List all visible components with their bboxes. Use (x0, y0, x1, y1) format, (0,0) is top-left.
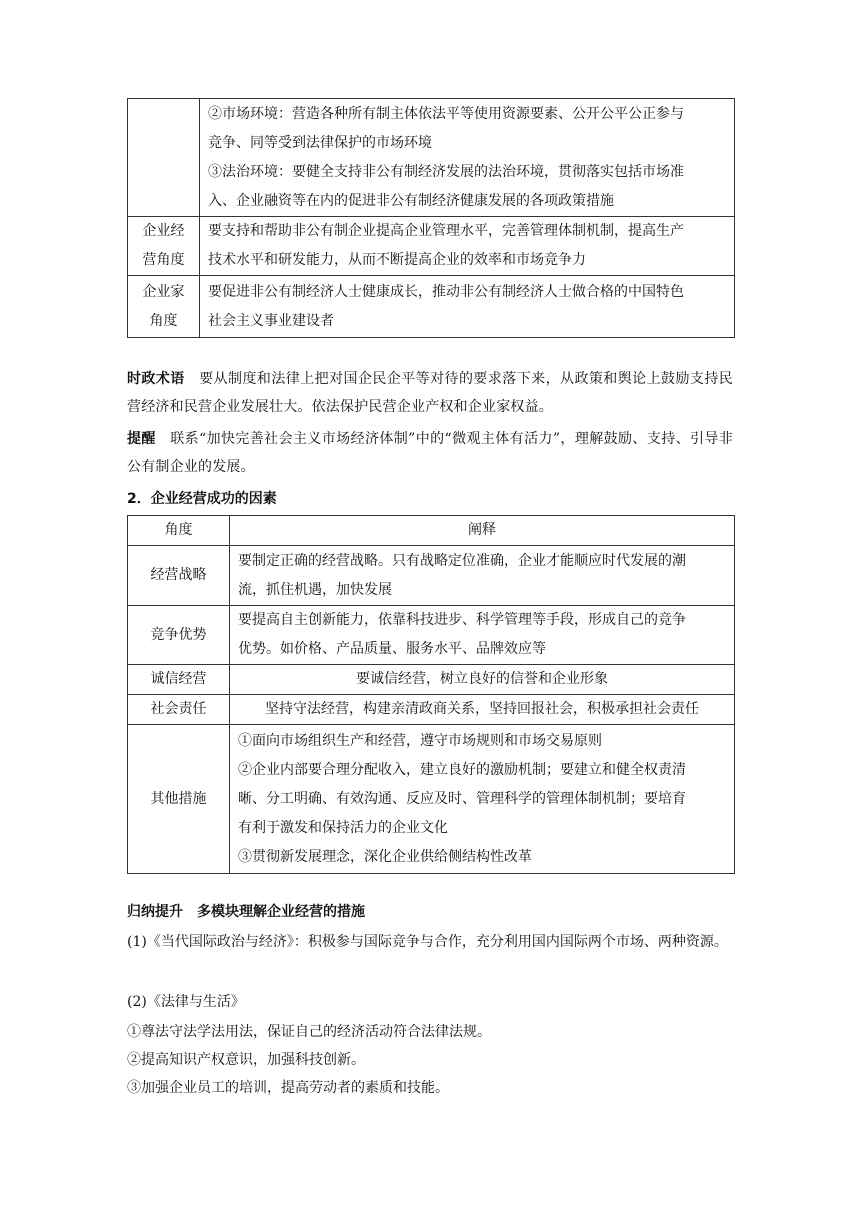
shizheng-label: 时政术语 (127, 371, 185, 387)
table-cell-body (200, 217, 735, 276)
table-cell-body (200, 99, 735, 217)
cell-line: ①面向市场组织生产和经营，遵守市场规则和市场交易原则 (238, 732, 602, 749)
summary-item-5: ③加强企业员工的培训，提高劳动者的素质和技能。 (127, 1080, 449, 1096)
tixing-text: 联系“加快完善社会主义市场经济体制”中的“微观主体有活力”，理解鼓励、支持、引导非公有制企业的发展。 (127, 431, 734, 475)
table-row (128, 725, 735, 874)
cell-line: 有利于激发和保持活力的企业文化 (238, 819, 448, 836)
table-cell-body: 要诚信经营，树立良好的信誉和企业形象 (230, 665, 735, 695)
cell-line: 竞争、同等受到法律保护的市场环境 (208, 134, 432, 151)
table-row (128, 217, 735, 276)
cell-line: 技术水平和研发能力，从而不断提高企业的效率和市场竞争力 (208, 252, 586, 268)
summary-item-2: (2)《法律与生活》 (127, 994, 245, 1010)
row-head: 经营战略 (128, 546, 230, 606)
table-cell-head (128, 276, 200, 338)
table-row (128, 695, 735, 725)
table-row (128, 276, 735, 338)
table-cell-body (230, 606, 735, 665)
table-cell-body (200, 276, 735, 338)
cell-line: 要支持和帮助非公有制企业提高企业管理水平，完善管理体制机制，提高生产 (208, 223, 684, 239)
cell-line: 要制定正确的经营战略。只有战略定位准确，企业才能顺应时代发展的潮 (238, 552, 686, 569)
row-head: 其他措施 (128, 725, 230, 874)
cell-line: ②市场环境：营造各种所有制主体依法平等使用资源要素、公开公平公正参与 (208, 105, 684, 122)
cell-line: 要提高自主创新能力，依靠科技进步、科学管理等手段，形成自己的竞争 (238, 612, 686, 628)
column-header: 角度 (128, 516, 230, 546)
cell-line: 优势。如价格、产品质量、服务水平、品牌效应等 (238, 641, 546, 657)
table-cell-body: 坚持守法经营，构建亲清政商关系，坚持回报社会，积极承担社会责任 (230, 695, 735, 725)
table-row (128, 606, 735, 665)
row-head: 社会责任 (128, 695, 230, 725)
summary-item-1: (1)《当代国际政治与经济》：积极参与国际竞争与合作，充分利用国内国际两个市场、两种资源。 (127, 934, 728, 950)
cell-line: ③贯彻新发展理念，深化企业供给侧结构性改革 (238, 848, 532, 865)
table-nonpublic-measures (127, 98, 735, 338)
tixing-paragraph (127, 425, 733, 481)
summary-item-4: ②提高知识产权意识，加强科技创新。 (127, 1052, 365, 1068)
cell-line: 要促进非公有制经济人士健康成长，推动非公有制经济人士做合格的中国特色 (208, 283, 684, 300)
table-success-factors (127, 515, 735, 874)
row-head: 竞争优势 (128, 606, 230, 665)
cell-line: 企业家 (142, 283, 185, 300)
column-header: 阐释 (230, 516, 735, 546)
table-row (128, 99, 735, 217)
section-heading: 2．企业经营成功的因素 (127, 491, 277, 507)
tixing-label: 提醒 (127, 431, 156, 447)
cell-line: 角度 (149, 312, 178, 329)
shizheng-text: 要从制度和法律上把对国企民企平等对待的要求落下来，从政策和舆论上鼓励支持民营经济和民营企业发展壮大。依法保护民营企业产权和企业家权益。 (127, 371, 733, 415)
table-row (128, 546, 735, 606)
summary-item-3: ①尊法守法学法用法，保证自己的经济活动符合法律法规。 (127, 1024, 491, 1040)
shizheng-paragraph (127, 365, 733, 421)
cell-line: 入、企业融资等在内的促进非公有制经济健康发展的各项政策措施 (208, 192, 614, 209)
cell-line: ②企业内部要合理分配收入，建立良好的激励机制；要建立和健全权责清 (238, 761, 686, 778)
row-head: 诚信经营 (128, 665, 230, 695)
table-header-row (128, 516, 735, 546)
table-cell-body (230, 546, 735, 606)
cell-line: 晰、分工明确、有效沟通、反应及时、管理科学的管理体制机制；要培育 (238, 790, 686, 807)
table-cell-head (128, 217, 200, 276)
table-cell-body (230, 725, 735, 874)
table-row (128, 665, 735, 695)
table-cell-head (128, 99, 200, 217)
cell-line: 流，抓住机遇，加快发展 (238, 581, 392, 598)
cell-line: ③法治环境：要健全支持非公有制经济发展的法治环境，贯彻落实包括市场准 (208, 163, 684, 180)
summary-heading: 归纳提升 多模块理解企业经营的措施 (127, 904, 365, 920)
cell-line: 社会主义事业建设者 (208, 312, 334, 329)
cell-line: 营角度 (142, 252, 185, 268)
cell-line: 企业经 (142, 223, 185, 239)
